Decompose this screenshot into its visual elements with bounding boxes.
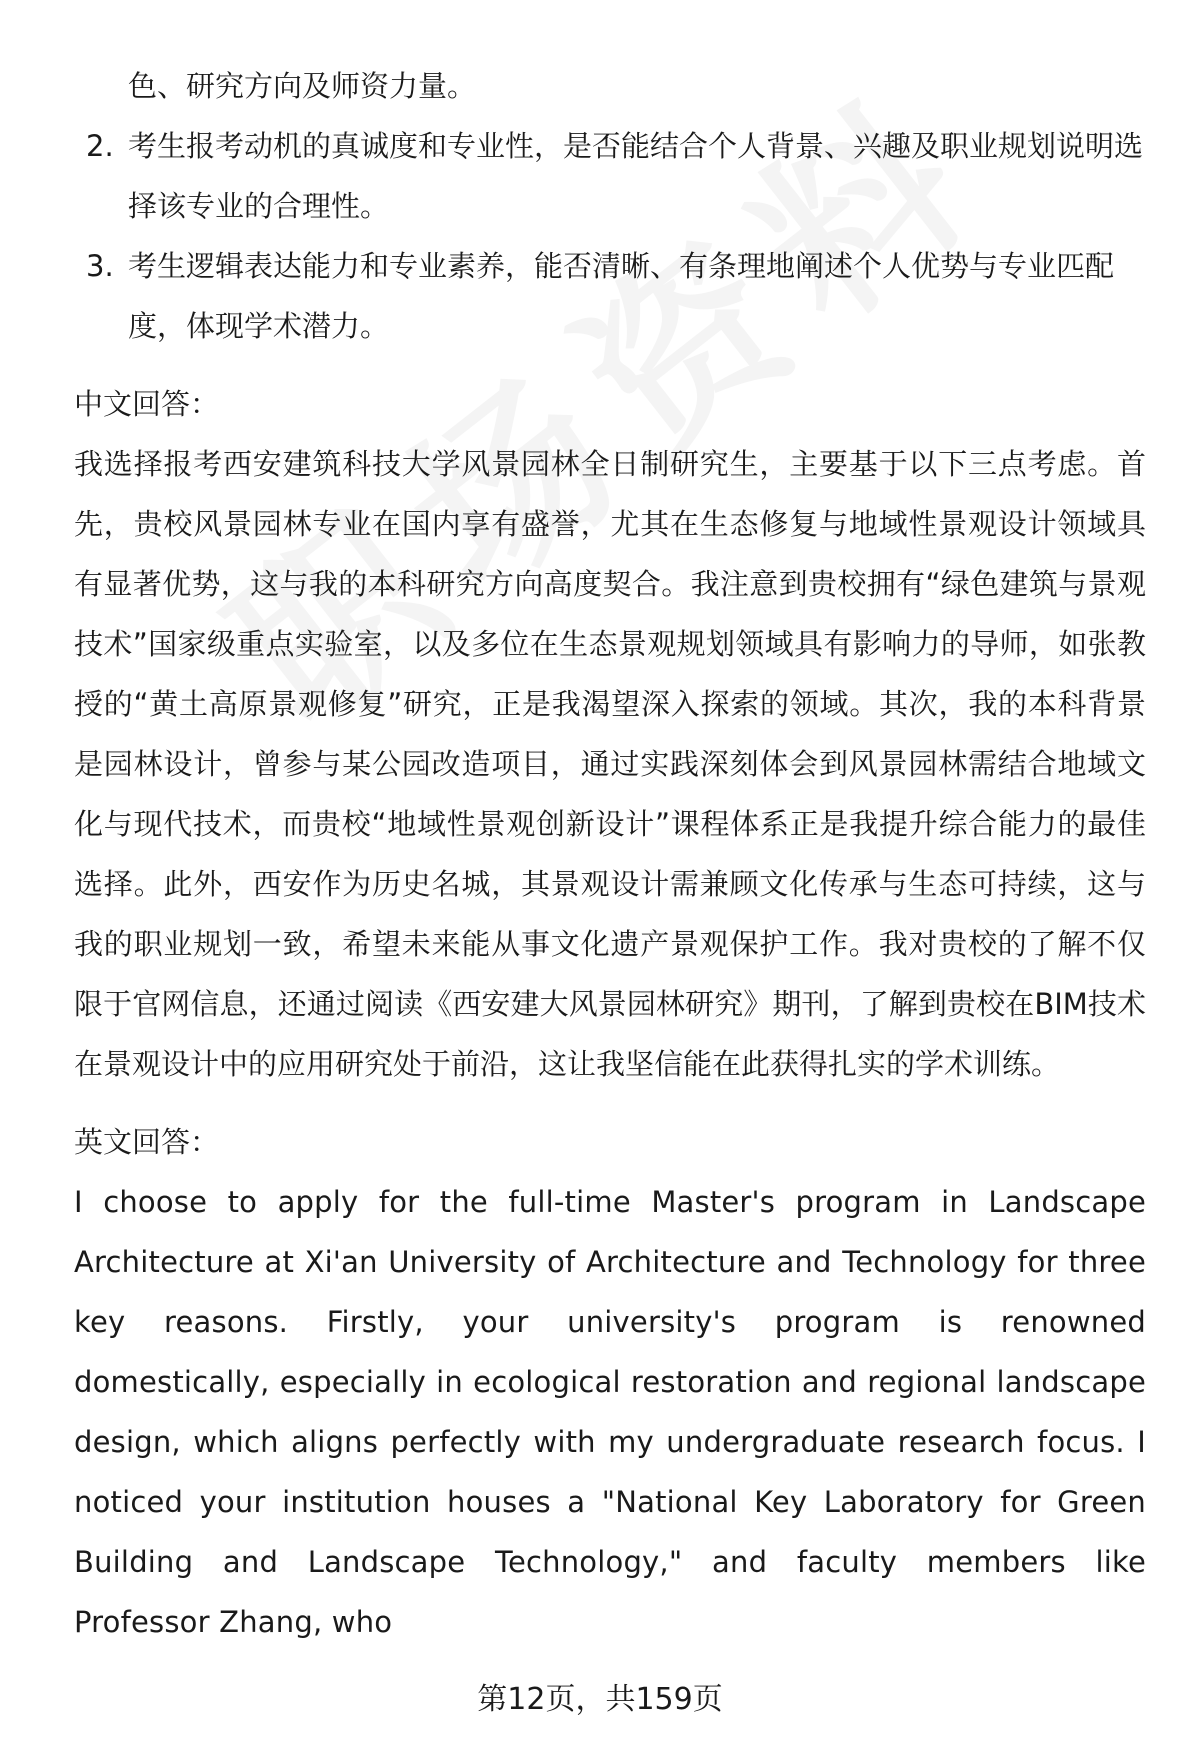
list-item — [74, 116, 1146, 236]
list-item-continuation: 色、研究方向及师资力量。 — [128, 69, 477, 103]
list-item-text: 考生报考动机的真诚度和专业性，是否能结合个人背景、兴趣及职业规划说明选择该专业的合理性。 — [128, 129, 1144, 223]
list-item-number: 2. — [86, 129, 114, 163]
english-answer-text: I choose to apply for the full-time Master's program in Landscape Architecture at Xi'an University of Architecture and Technology for three key reasons. Firstly, your university's program is renowned domestically, especially in ecological restoration and regional landscape design, which aligns perfectly with my undergraduate research focus. I noticed your institution houses a "National Key Laboratory for Green Building and Landscape Technology," and faculty members like Professor Zhang, who — [74, 1185, 1146, 1639]
list-item — [74, 236, 1146, 356]
list-item-text: 考生逻辑表达能力和专业素养，能否清晰、有条理地阐述个人优势与专业匹配度，体现学术潜力。 — [128, 249, 1115, 343]
criteria-list — [74, 116, 1146, 356]
english-answer-label: 英文回答： — [74, 1125, 220, 1159]
page-number-footer: 第12页，共159页 — [477, 1682, 723, 1717]
chinese-answer-label: 中文回答： — [74, 387, 220, 421]
chinese-answer-text: 我选择报考西安建筑科技大学风景园林全日制研究生，主要基于以下三点考虑。首先，贵校风景园林专业在国内享有盛誉，尤其在生态修复与地域性景观设计领域具有显著优势，这与我的本科研究方向高度契合。我注意到贵校拥有“绿色建筑与景观技术”国家级重点实验室，以及多位在生态景观规划领域具有影响力的导师，如张教授的“黄土高原景观修复”研究，正是我渴望深入探索的领域。其次，我的本科背景是园林设计，曾参与某公园改造项目，通过实践深刻体会到风景园林需结合地域文化与现代技术，而贵校“地域性景观创新设计”课程体系正是我提升综合能力的最佳选择。此外，西安作为历史名城，其景观设计需兼顾文化传承与生态可持续，这与我的职业规划一致，希望未来能从事文化遗产景观保护工作。我对贵校的了解不仅限于官网信息，还通过阅读《西安建大风景园林研究》期刊，了解到贵校在BIM技术在景观设计中的应用研究处于前沿，这让我坚信能在此获得扎实的学术训练。 — [74, 447, 1146, 1081]
page-content — [74, 56, 1146, 1652]
list-item-number: 3. — [86, 249, 114, 283]
